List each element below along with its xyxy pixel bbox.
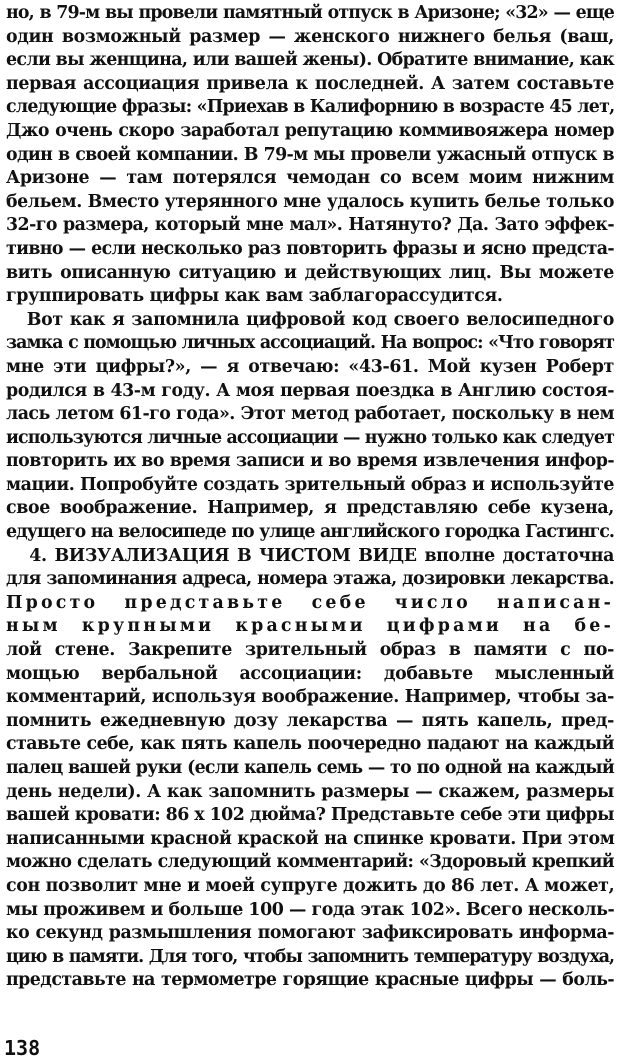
text-line: для запоминания адреса, номера этажа, дозировки лекарства. <box>6 569 614 590</box>
text-line: мации. Попробуйте создать зрительный образ и используйте <box>6 474 614 495</box>
text-line: едущего на велосипеде по улице английского городка Гастингс. <box>6 522 614 543</box>
text-line: сон позволит мне и моей супруге дожить до 86 лет. А может, <box>6 875 615 896</box>
page-number: 138 <box>4 1036 41 1060</box>
text-line: представьте на термометре горящие красные цифры — боль- <box>6 970 614 991</box>
text-line: замка с помощью личных ассоциаций. На вопрос: «Что говорят <box>6 333 614 354</box>
text-line: лой стене. Закрепите зрительный образ в памяти с по- <box>6 640 614 661</box>
text-line: свое воображение. Например, я представляю себе кузена, <box>6 498 614 519</box>
text-line: вить описанную ситуацию и действующих лиц. Вы можете <box>6 262 614 283</box>
text-line: Вот как я запомнила цифровой код своего велосипедного <box>6 309 614 330</box>
text-line: группировать цифры как вам заблагорассудится. <box>6 286 503 307</box>
text-line: один в своей компании. В 79-м мы провели ужасный отпуск в <box>6 144 614 165</box>
text-line: палец вашей руки (если капель семь — то по одной на каждый <box>6 758 614 778</box>
text-line: вашей кровати: 86 х 102 дюйма? Представьте себе эти цифры <box>6 805 614 826</box>
text-line: 4. ВИЗУАЛИЗАЦИЯ В ЧИСТОМ ВИДЕ вполне достаточна <box>6 545 614 566</box>
text-line: мощью вербальной ассоциации: добавьте мысленный <box>6 663 614 684</box>
text-line: лась летом 61-го года». Этот метод работает, поскольку в нем <box>6 404 614 425</box>
text-line: первая ассоциация привела к последней. А затем составьте <box>6 73 614 94</box>
text-line: написанными красной краской на спинке кровати. При этом <box>6 828 615 849</box>
text-line: помнить ежедневную дозу лекарства — пять капель, пред- <box>6 710 614 731</box>
text-line: следующие фразы: «Приехав в Калифорнию в возрасте 45 лет, <box>6 97 615 118</box>
text-line: ставьте себе, как пять капель поочередно падают на каждый <box>6 734 614 755</box>
text-line: бельем. Вместо утерянного мне удалось купить белье только <box>6 191 614 212</box>
text-line: тивно — если несколько раз повторить фразы и ясно предста- <box>6 238 614 259</box>
text-line: цию в памяти. Для того, чтобы запомнить температуру воздуха, <box>6 946 614 967</box>
text-line: если вы женщина, или вашей жены). Обратите внимание, как <box>6 50 614 71</box>
text-line: Аризоне — там потерялся чемодан со всем моим нижним <box>6 168 614 189</box>
text-line: Просто представьте себе число написан- <box>6 592 614 613</box>
text-line: родился в 43-м году. А моя первая поездка в Англию состоя- <box>6 380 614 401</box>
body-text <box>6 2 614 993</box>
text-line: один возможный размер — женского нижнего белья (ваш, <box>6 26 614 47</box>
text-line: день недели). А как запомнить размеры — скажем, размеры <box>6 781 614 802</box>
text-line: мне эти цифры?», — я отвечаю: «43-61. Мой кузен Роберт <box>6 356 614 377</box>
text-line: мы проживем и больше 100 — года этак 102». Всего несколь- <box>6 899 615 920</box>
text-line: комментарий, используя воображение. Например, чтобы за- <box>6 687 614 708</box>
text-line: 32-го размера, который мне мал». Натянуто? Да. Зато эффек- <box>6 215 614 236</box>
text-line: используются личные ассоциации — нужно только как следует <box>6 427 614 448</box>
text-line: повторить их во время записи и во время извлечения инфор- <box>6 451 614 472</box>
text-line: Джо очень скоро заработал репутацию коммивояжера номер <box>6 120 614 141</box>
text-line: ко секунд размышления помогают зафиксировать информа- <box>6 923 614 944</box>
text-line: ным крупными красными цифрами на бе- <box>6 616 614 637</box>
text-line: можно сделать следующий комментарий: «Здоровый крепкий <box>6 852 614 873</box>
text-line: но, в 79-м вы провели памятный отпуск в Аризоне; «32» — еще <box>6 3 614 23</box>
